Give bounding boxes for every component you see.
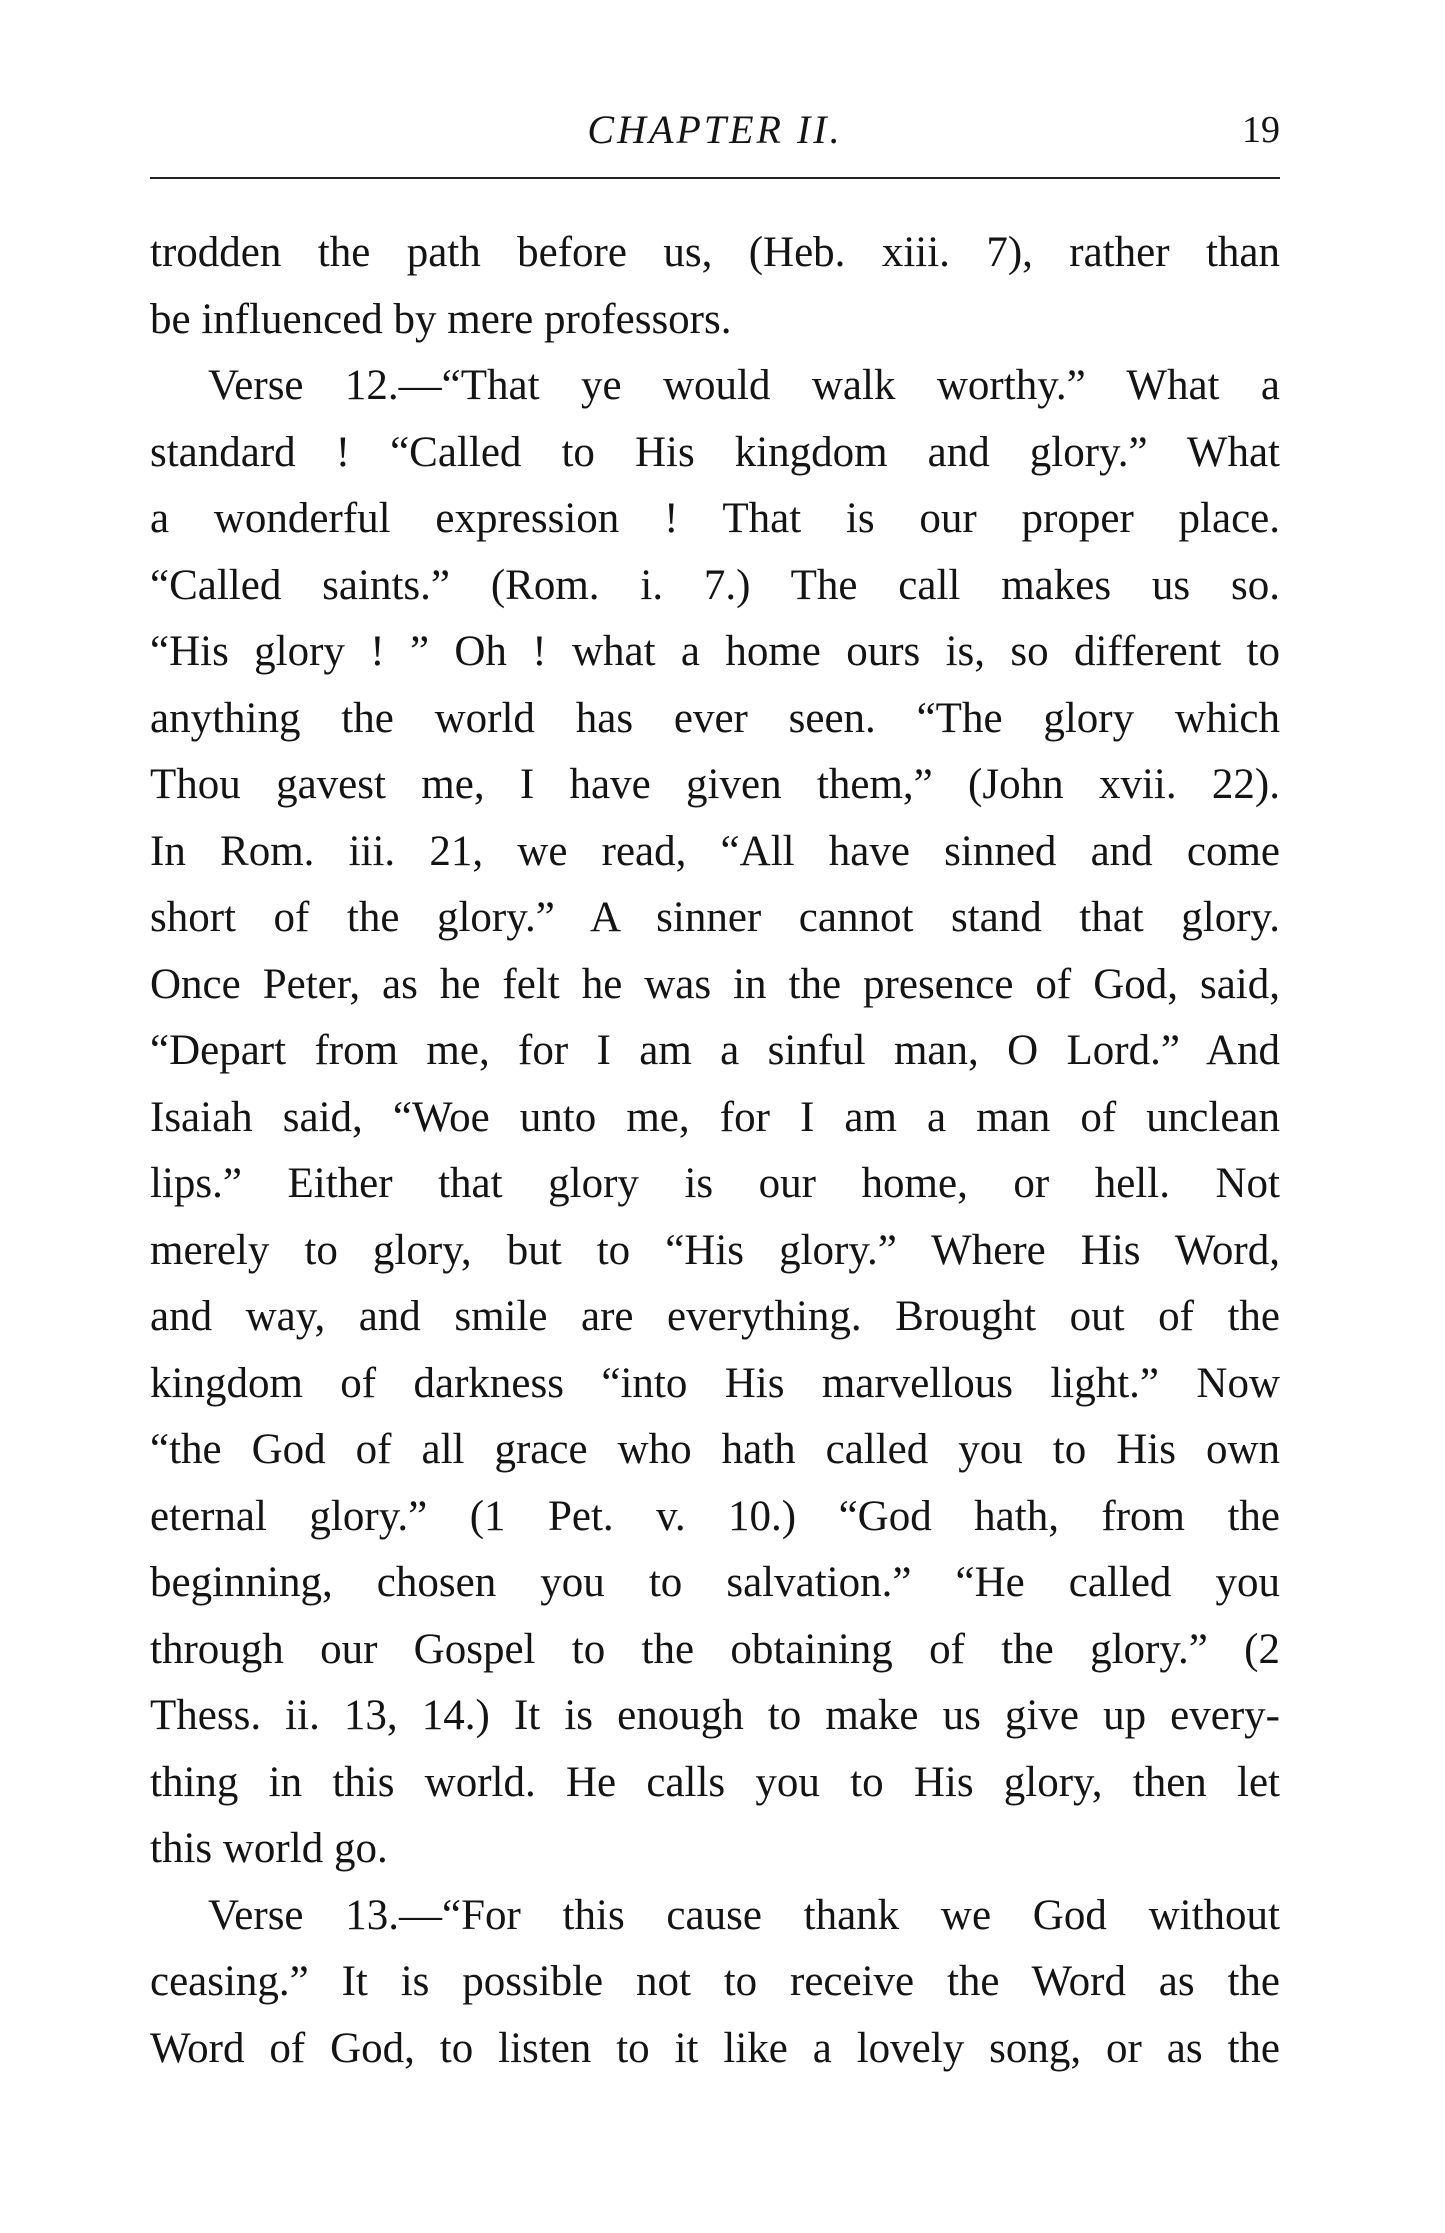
text-line: Thou gavest me, I have given them,” (John xvii. 22). xyxy=(150,761,1280,808)
text-line: “the God of all grace who hath called you to His own xyxy=(150,1426,1280,1473)
running-head: CHAPTER II. xyxy=(587,107,843,152)
text-line: anything the world has ever seen. “The glory which xyxy=(150,694,1280,742)
page-header xyxy=(150,100,1280,160)
text-line: Verse 12.—“That ye would walk worthy.” What a xyxy=(208,362,1280,409)
text-line: a wonderful expression ! That is our proper place. xyxy=(150,495,1280,542)
text-line: beginning, chosen you to salvation.” “He called you xyxy=(150,1559,1280,1606)
text-line: and way, and smile are everything. Brought out of the xyxy=(150,1293,1280,1340)
text-line: short of the glory.” A sinner cannot stand that glory. xyxy=(150,894,1280,941)
text-line: eternal glory.” (1 Pet. v. 10.) “God hath, from the xyxy=(150,1492,1280,1540)
text-line: “His glory ! ” Oh ! what a home ours is, so different to xyxy=(150,628,1280,675)
text-line: Once Peter, as he felt he was in the presence of God, said, xyxy=(150,960,1280,1008)
header-rule xyxy=(150,177,1280,179)
text-line: Verse 13.—“For this cause thank we God without xyxy=(208,1891,1280,1939)
text-line: trodden the path before us, (Heb. xiii. 7), rather than xyxy=(150,229,1280,276)
text-line: “Called saints.” (Rom. i. 7.) The call makes us so. xyxy=(150,561,1280,609)
book-page xyxy=(150,0,1280,2233)
text-line: In Rom. iii. 21, we read, “All have sinned and come xyxy=(150,827,1280,875)
text-line: through our Gospel to the obtaining of the glory.” (2 xyxy=(150,1625,1280,1673)
text-line: lips.” Either that glory is our home, or hell. Not xyxy=(150,1160,1280,1207)
text-line: this world go. xyxy=(150,1825,388,1872)
text-line: Thess. ii. 13, 14.) It is enough to make us give up every- xyxy=(150,1692,1280,1739)
page-number: 19 xyxy=(1242,109,1280,151)
text-line: standard ! “Called to His kingdom and glory.” What xyxy=(150,428,1280,476)
text-line: Word of God, to listen to it like a lovely song, or as the xyxy=(150,2024,1280,2072)
text-line: ceasing.” It is possible not to receive the Word as the xyxy=(150,1958,1280,2005)
body-text xyxy=(150,220,1280,2082)
text-line: kingdom of darkness “into His marvellous light.” Now xyxy=(150,1359,1280,1407)
text-line: Isaiah said, “Woe unto me, for I am a man of unclean xyxy=(150,1093,1280,1141)
text-line: be influenced by mere professors. xyxy=(150,295,732,343)
text-line: “Depart from me, for I am a sinful man, O Lord.” And xyxy=(150,1027,1280,1074)
text-line: merely to glory, but to “His glory.” Where His Word, xyxy=(150,1226,1280,1274)
text-line: thing in this world. He calls you to His glory, then let xyxy=(150,1758,1280,1806)
